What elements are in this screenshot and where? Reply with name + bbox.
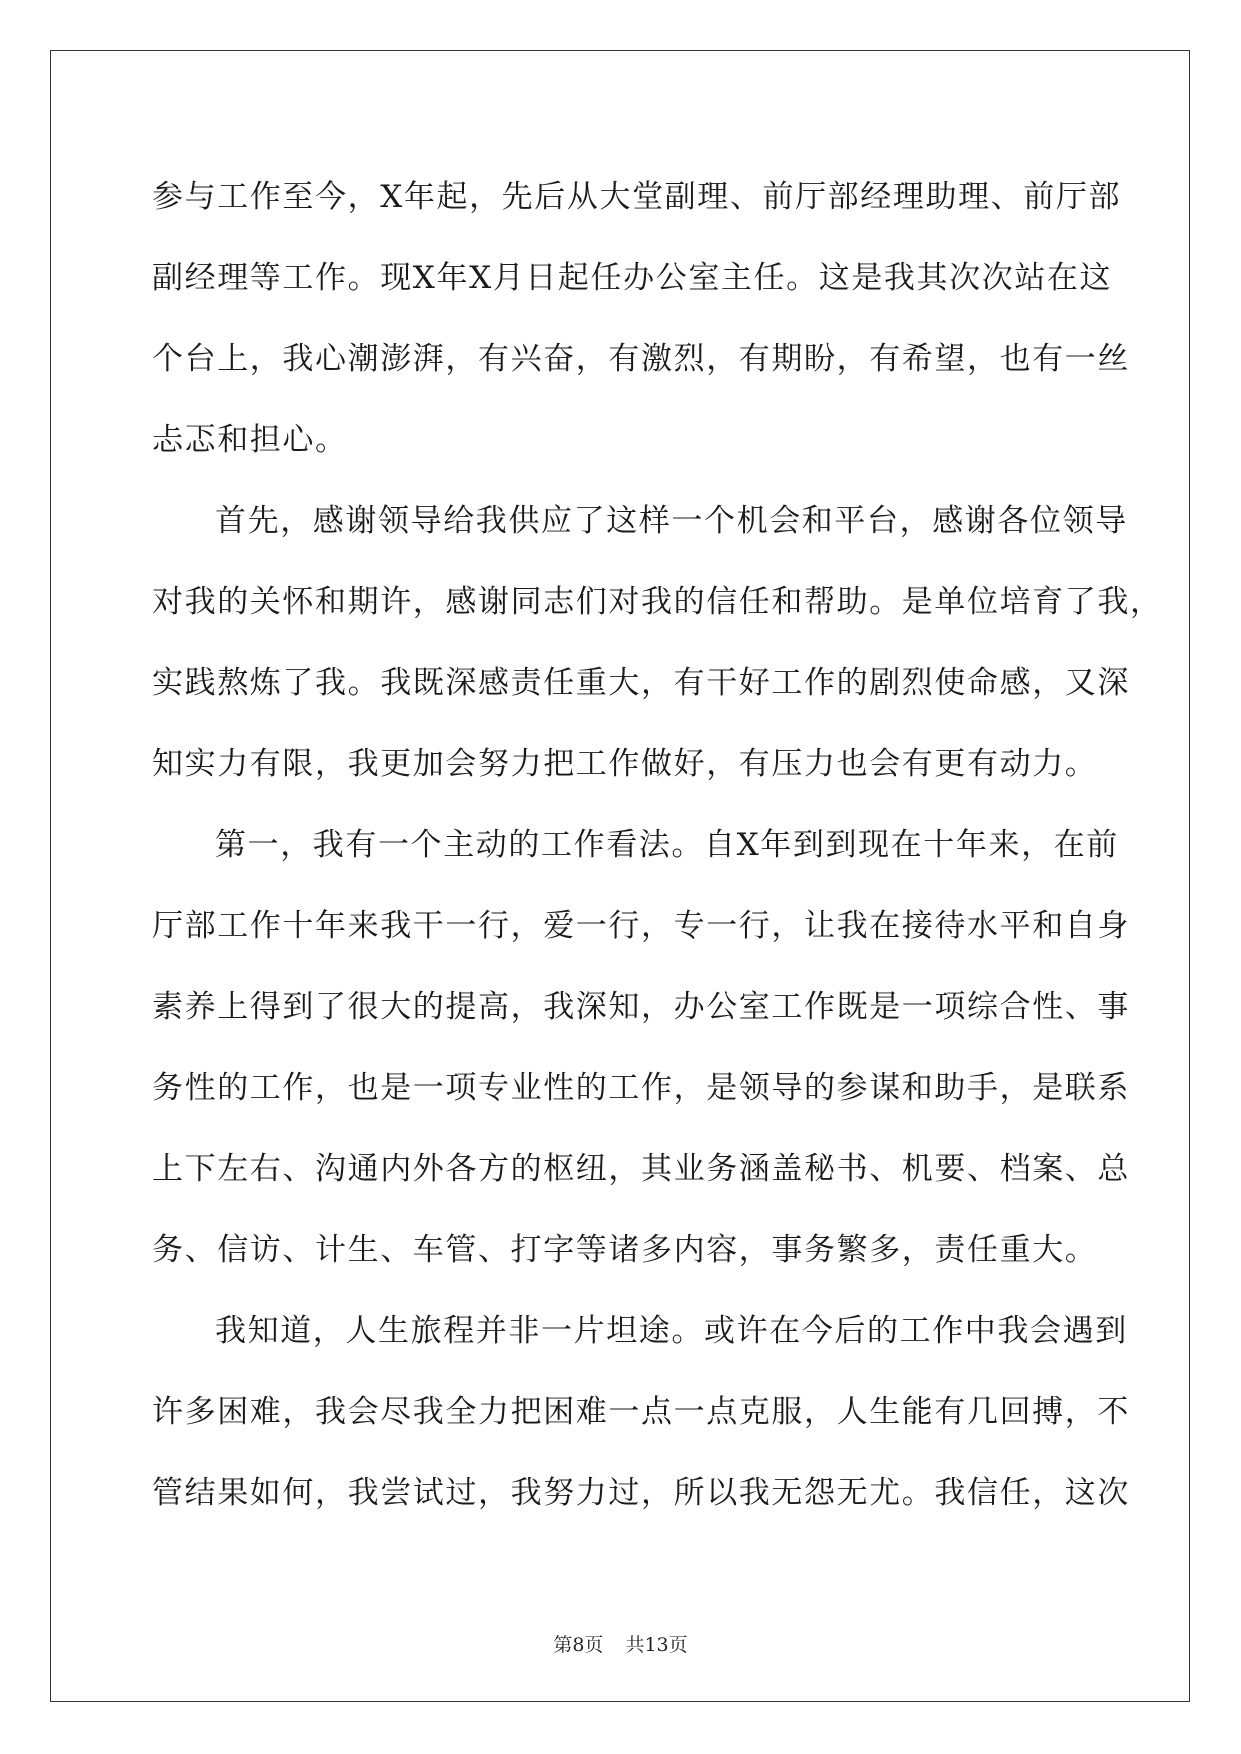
paragraph-start-line: 首先，感谢领导给我供应了这样一个机会和平台，感谢各位领导 xyxy=(215,503,1128,539)
text-line: 忐忑和担心。 xyxy=(152,422,348,458)
text-line: 管结果如何，我尝试过，我努力过，所以我无怨无尤。我信任，这次 xyxy=(152,1475,1130,1511)
text-line: 务、信访、计生、车管、打字等诸多内容，事务繁多，责任重大。 xyxy=(152,1232,1098,1268)
text-line: 实践熬炼了我。我既深感责任重大，有干好工作的剧烈使命感，又深 xyxy=(152,665,1130,701)
text-line: 个台上，我心潮澎湃，有兴奋，有激烈，有期盼，有希望，也有一丝 xyxy=(152,341,1130,377)
text-line: 务性的工作，也是一项专业性的工作，是领导的参谋和助手，是联系 xyxy=(152,1070,1130,1106)
text-line: 知实力有限，我更加会努力把工作做好，有压力也会有更有动力。 xyxy=(152,746,1098,782)
text-line: 副经理等工作。现X年X月日起任办公室主任。这是我其次次站在这 xyxy=(152,260,1113,296)
page-footer xyxy=(0,1630,1241,1657)
page-total: 共13页 xyxy=(625,1634,688,1656)
document-body xyxy=(152,161,1163,1538)
paragraph-start-line: 第一，我有一个主动的工作看法。自X年到到现在十年来，在前 xyxy=(215,827,1119,863)
text-line: 素养上得到了很大的提高，我深知，办公室工作既是一项综合性、事 xyxy=(152,989,1130,1025)
text-line: 厅部工作十年来我干一行，爱一行，专一行，让我在接待水平和自身 xyxy=(152,908,1130,944)
text-line: 参与工作至今，X年起，先后从大堂副理、前厅部经理助理、前厅部 xyxy=(152,179,1122,215)
text-line: 许多困难，我会尽我全力把困难一点一点克服，人生能有几回搏，不 xyxy=(152,1394,1130,1430)
text-line: 对我的关怀和期许，感谢同志们对我的信任和帮助。是单位培育了我， xyxy=(152,584,1163,620)
text-line: 上下左右、沟通内外各方的枢纽，其业务涵盖秘书、机要、档案、总 xyxy=(152,1151,1130,1187)
page-number: 第8页 xyxy=(553,1634,604,1656)
paragraph-start-line: 我知道，人生旅程并非一片坦途。或许在今后的工作中我会遇到 xyxy=(215,1313,1128,1349)
